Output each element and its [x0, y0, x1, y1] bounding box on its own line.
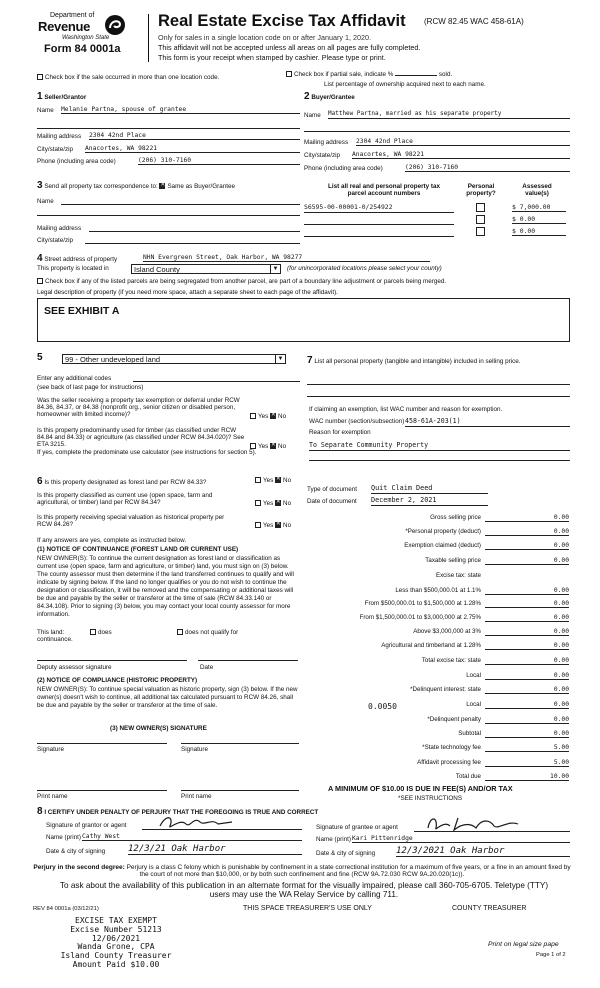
summary-value[interactable]: 0.00	[529, 716, 569, 724]
summary-label: Affidavit processing fee	[417, 759, 481, 766]
new-owner-print-row: Print name Print name	[37, 793, 300, 800]
summary-leader	[485, 664, 535, 665]
s6-p1: NEW OWNER(S): To continue the current designation as forest land or classification as current use (open space, farm and agriculture, or timber) land, you must sign on (3) below. The county assessor must then determine if the land transferred continues to qualify and will indicate by signing below. If the land no longer qualifies or you do not wish to continue the designation or classification, it will be removed and the compensating or additional taxes will be due and payable by the seller or transferor at the time of sale (RCW 84.33.140 or 84.34.108). Prior to signing (3) below, you may contact your local county assessor for more information.	[37, 555, 294, 619]
grantee-sig-row: Signature of grantee or agent	[316, 824, 570, 831]
county-select[interactable]: Island County ▼	[131, 264, 281, 274]
rcw-reference: (RCW 82.45 WAC 458-61A)	[424, 17, 524, 26]
summary-value[interactable]: 10.00	[529, 773, 569, 781]
alt-format-notice: To ask about the availability of this publication in an alternate format for the visually impaired, please call 360-705-6705. Teletype (TTY) users may use the WA Relay Service by calling 711.	[59, 881, 549, 899]
perjury-notice: Perjury in the second degree: Perjury is a class C felony which is punishable by confinement in a state correctional institution for a maximum of five years, or a fine in an amount fixed by the court of not more than $10,000, or by both such confinement and fine (RCW 9A.72.030 RCW 9A.20.020(1c)).	[33, 864, 571, 879]
summary-label: Total excise tax: state	[421, 657, 481, 664]
s6-q2: Is this property classified as current use (open space, farm and agricultural, or timber) land per RCW 84.34? Yes ✕ No	[37, 492, 300, 506]
summary-leader	[485, 607, 535, 608]
dept-line3: Washington State	[62, 35, 110, 41]
summary-leader	[485, 737, 535, 738]
boundary-check[interactable]: Check box if any of the listed parcels are being segregated from another parcel, are part of a boundary line adjustment or parcels being merged.	[37, 278, 446, 285]
exemption-reason[interactable]: To Separate Community Property	[309, 442, 570, 451]
land-use-select[interactable]: 99 - Other undeveloped land ▼	[62, 354, 286, 364]
deputy-date-label: Date	[200, 664, 214, 671]
yes-checkbox[interactable]	[250, 443, 256, 449]
summary-row	[307, 657, 569, 666]
dept-line1: Department of	[50, 12, 95, 19]
summary-value[interactable]: 5.00	[529, 744, 569, 752]
grantor-date-row: Date & city of signing 12/3/21 Oak Harbor	[46, 848, 302, 855]
dor-logo	[38, 12, 138, 62]
summary-row	[307, 642, 569, 651]
summary-leader	[485, 780, 535, 781]
summary-value[interactable]: 0.00	[529, 514, 569, 522]
doc-date[interactable]: December 2, 2021	[371, 497, 488, 506]
summary-row	[307, 542, 569, 551]
seller-phone[interactable]: (206) 310-7160	[138, 157, 300, 165]
summary-leader	[485, 594, 535, 595]
yes-checkbox[interactable]	[255, 500, 261, 506]
section3-city-row: City/state/zip	[37, 237, 300, 244]
new-owner-sig-row: Signature Signature	[37, 746, 300, 753]
rev-number: REV 84 0001a (03/12/21)	[33, 906, 99, 912]
does-not-checkbox[interactable]	[177, 629, 183, 635]
summary-label: Local	[466, 672, 481, 679]
summary-leader	[485, 621, 535, 622]
treasurer-use-only: THIS SPACE TREASURER'S USE ONLY	[243, 905, 372, 912]
seller-name-row: Name Melanie Partna, spouse of grantee	[37, 107, 300, 114]
partial-sale-check[interactable]: Check box if partial sale, indicate % sold.	[286, 71, 452, 78]
doc-type-row: Type of document Quit Claim Deed	[307, 486, 488, 493]
no-checkbox[interactable]	[275, 500, 281, 506]
multi-location-check[interactable]: Check box if the sale occurred in more than one location code.	[37, 74, 219, 81]
no-checkbox[interactable]	[270, 443, 276, 449]
personal-property-checkbox[interactable]	[476, 227, 485, 236]
s6-answer-note: If any answers are yes, complete as instructed below.	[37, 537, 187, 544]
grantee-date[interactable]: 12/3/2021 Oak Harbor	[396, 846, 570, 857]
buyer-city-row: City/state/zip Anacortes, WA 98221	[304, 152, 570, 159]
form-number: Form 84 0001a	[44, 43, 121, 55]
header-sub2: This affidavit will not be accepted unless all areas on all pages are fully completed.	[158, 43, 421, 52]
codes-sub: (see back of last page for instructions)	[37, 384, 144, 391]
summary-value[interactable]: 0.00	[529, 628, 569, 636]
summary-row	[307, 686, 569, 695]
reason-label: Reason for exemption	[309, 429, 371, 436]
seller-phone-row: Phone (including area code) (206) 310-7160	[37, 158, 300, 165]
wac-row: WAC number (section/subsection) 458-61A-203(1)	[309, 418, 570, 425]
summary-leader	[485, 723, 535, 724]
summary-value[interactable]: 0.00	[529, 730, 569, 738]
buyer-name[interactable]: Matthew Partna, married as his separate property	[328, 111, 570, 119]
summary-value[interactable]: 0.00	[529, 614, 569, 622]
summary-label: From $1,500,000.01 to $3,000,000 at 2.75%	[359, 614, 481, 621]
no-checkbox[interactable]	[275, 477, 281, 483]
yes-checkbox[interactable]	[250, 413, 256, 419]
assessed-value[interactable]: $ 0.00	[512, 228, 566, 236]
buyer-city[interactable]: Anacortes, WA 98221	[352, 151, 570, 159]
see-instructions: *SEE INSTRUCTIONS	[398, 795, 463, 802]
section3-name-row: Name	[37, 198, 300, 205]
county-row: This property is located in Island County ▼ (for unincorporated locations please select your county)	[37, 265, 442, 274]
buyer-phone[interactable]: (206) 310-7160	[405, 164, 570, 172]
parcel-row	[304, 216, 570, 227]
codes-row: Enter any additional codes	[37, 375, 300, 382]
s6-h1: (1) NOTICE OF CONTINUANCE (FOREST LAND OR CURRENT USE)	[37, 546, 239, 553]
section5-number: 5	[37, 352, 43, 363]
doc-date-row: Date of document December 2, 2021	[307, 498, 488, 505]
grantor-name-row: Name (print) Cathy West	[46, 834, 302, 841]
summary-row	[307, 759, 569, 768]
s6-q1: 6 Is this property designated as forest land per RCW 84.33? Yes ✕ No	[37, 476, 300, 488]
summary-label: Less than $500,000.01 at 1.1%	[395, 587, 481, 594]
summary-label: Excise tax: state	[435, 572, 481, 579]
assessed-heading: Assessed value(s)	[522, 183, 552, 198]
summary-leader	[485, 564, 535, 565]
no-checkbox[interactable]	[275, 522, 281, 528]
grantor-signature-icon	[156, 814, 236, 832]
summary-value[interactable]: 0.00	[529, 542, 569, 550]
seller-city-row: City/state/zip Anacortes, WA 98221	[37, 146, 300, 153]
assessed-value[interactable]: $ 0.00	[512, 216, 566, 224]
doc-type[interactable]: Quit Claim Deed	[371, 485, 488, 494]
this-land-row: This land: does does not qualify for continuance.	[37, 629, 239, 644]
parcel-row	[304, 204, 570, 215]
chevron-down-icon[interactable]: ▼	[275, 355, 285, 364]
s5-q1: Was the seller receiving a property tax exemption or deferral under RCW 84.36, 84.37, or 84.38 (nonprofit org., senior citizen or disabled person, homeowner with limited income)? Yes ✕ No	[37, 397, 300, 419]
legal-label: Legal description of property (if you need more space, attach a separate sheet to each page of the affidavit).	[37, 289, 338, 296]
summary-row	[307, 572, 569, 581]
summary-row	[307, 744, 569, 753]
summary-row	[307, 672, 569, 681]
summary-value[interactable]: 0.00	[529, 642, 569, 650]
grantor-name[interactable]: Cathy West	[82, 833, 302, 841]
summary-label: Local	[466, 701, 481, 708]
summary-row	[307, 600, 569, 609]
summary-leader	[485, 549, 535, 550]
summary-value[interactable]: 0.00	[529, 686, 569, 694]
seller-heading: 1 Seller/Grantor	[37, 91, 87, 102]
grantor-sig-row: Signature of grantor or agent	[46, 822, 302, 829]
minimum-note: A MINIMUM OF $10.00 IS DUE IN FEE(S) AND/OR TAX	[328, 784, 513, 793]
summary-label: *Personal property (deduct)	[405, 528, 481, 535]
summary-row	[307, 528, 569, 537]
buyer-mailing-row: Mailing address 2304 42nd Place	[304, 139, 570, 146]
parcels-heading: List all real and personal property tax parcel account numbers	[328, 183, 440, 198]
parcel-number[interactable]	[304, 216, 454, 225]
summary-leader	[485, 693, 535, 694]
summary-leader	[485, 679, 535, 680]
s6-q3: Is this property receiving special valuation as historical property per RCW 84.26? Yes ✕ No	[37, 514, 300, 528]
seller-mailing[interactable]: 2304 42nd Place	[89, 132, 300, 140]
summary-value[interactable]: 0.00	[529, 701, 569, 709]
summary-label: Total due	[455, 773, 481, 780]
form-title: Real Estate Excise Tax Affidavit	[158, 12, 406, 30]
summary-leader	[485, 535, 535, 536]
s6-h3: (3) NEW OWNER(S) SIGNATURE	[110, 725, 207, 732]
grantee-date-row: Date & city of signing 12/3/2021 Oak Harbor	[316, 850, 570, 857]
personal-property-checkbox[interactable]	[476, 215, 485, 224]
buyer-name-row: Name Matthew Partna, married as his separate property	[304, 112, 570, 119]
summary-label: Above $3,000,000 at 3%	[413, 628, 481, 635]
summary-value[interactable]: 0.00	[529, 600, 569, 608]
s5-q2: Is this property predominantly used for timber (as classified under RCW 84.84 and 84.33) or agriculture (as classified under RCW 84.34.020)? See ETA 3215. Yes ✕ No If yes, complete the predominate use calculator (see instructions for section 5).	[37, 427, 300, 456]
summary-row	[307, 614, 569, 623]
summary-leader	[485, 766, 535, 767]
summary-label: *State technology fee	[422, 744, 481, 751]
personal-property-checkbox[interactable]	[476, 203, 485, 212]
section7-text: 7 List all personal property (tangible and intangible) included in selling price.	[307, 355, 521, 366]
property-street[interactable]: NHN Evergreen Street, Oak Harbor, WA 98277	[143, 254, 430, 262]
section3-row: 3 Send all property tax correspondence to: ✕ Same as Buyer/Grantee	[37, 180, 235, 192]
seller-mailing-row: Mailing address 2304 42nd Place	[37, 133, 300, 140]
assessed-value[interactable]: $ 7,000.00	[512, 204, 566, 212]
header-sub1: Only for sales in a single location code on or after January 1, 2020.	[158, 33, 371, 42]
header-sub3: This form is your receipt when stamped by cashier. Please type or print.	[158, 53, 386, 62]
wac-number[interactable]: 458-61A-203(1)	[405, 418, 570, 427]
legal-description-box[interactable]	[37, 298, 570, 342]
summary-label: Agricultural and timberland at 1.28%	[381, 642, 481, 649]
does-checkbox[interactable]	[90, 629, 96, 635]
legal-description: SEE EXHIBIT A	[44, 305, 120, 317]
summary-row	[307, 773, 569, 782]
summary-label: Gross selling price	[430, 514, 481, 521]
same-as-buyer-checkbox[interactable]	[159, 183, 165, 189]
summary-row	[307, 514, 569, 523]
checkbox-icon[interactable]	[286, 71, 292, 77]
summary-row	[307, 587, 569, 596]
summary-row	[307, 628, 569, 637]
summary-label: Exemption claimed (deduct)	[404, 542, 481, 549]
summary-value[interactable]: 0.00	[529, 528, 569, 536]
checkbox-icon[interactable]	[37, 278, 43, 284]
summary-value[interactable]: 0.00	[529, 557, 569, 565]
s6-p2: NEW OWNER(S): To continue special valuation as historic property, sign (3) below. If the new owner(s) doesn't wish to continue, all additional tax calculated pursuant to RCW 84.26, shall be due and payable by the seller or transferor at the time of sale.	[37, 686, 298, 710]
treasurer-stamp: EXCISE TAX EXEMPT Excise Number 51213 12/06/2021 Wanda Grone, CPA Island County Treasurer Amount Paid $10.00	[60, 916, 172, 969]
yes-checkbox[interactable]	[255, 477, 261, 483]
no-checkbox[interactable]	[270, 413, 276, 419]
dor-swirl-icon	[104, 14, 126, 36]
summary-row	[307, 730, 569, 739]
summary-leader	[485, 521, 535, 522]
buyer-phone-row: Phone (including area code) (206) 310-7160	[304, 165, 570, 172]
parcel-number[interactable]	[304, 228, 454, 237]
street-row: 4 Street address of property NHN Evergreen Street, Oak Harbor, WA 98277	[37, 253, 570, 265]
county-treasurer: COUNTY TREASURER	[452, 905, 527, 912]
summary-label: Taxable selling price	[425, 557, 481, 564]
summary-leader	[485, 708, 535, 709]
seller-city[interactable]: Anacortes, WA 98221	[85, 145, 300, 153]
summary-value[interactable]: 0.00	[529, 672, 569, 680]
personal-heading: Personal property?	[466, 183, 496, 198]
exemption-claim: If claiming an exemption, list WAC number and reason for exemption.	[309, 406, 503, 413]
page-number: Page 1 of 2	[536, 952, 566, 958]
summary-label: From $500,000.01 to $1,500,000 at 1.28%	[364, 600, 481, 607]
summary-value[interactable]: 0.00	[529, 587, 569, 595]
partial-sale-sub: List percentage of ownership acquired next to each name.	[324, 81, 486, 88]
section8-heading: 8 I CERTIFY UNDER PENALTY OF PERJURY THAT THE FOREGOING IS TRUE AND CORRECT	[37, 806, 319, 817]
seller-name[interactable]: Melanie Partna, spouse of grantee	[61, 106, 300, 114]
buyer-heading: 2 Buyer/Grantee	[304, 91, 355, 102]
summary-value[interactable]: 0.00	[529, 657, 569, 665]
grantee-name-row: Name (print) Kari Pittenridge	[316, 836, 570, 843]
summary-row	[307, 716, 569, 725]
grantee-signature-icon	[424, 814, 524, 834]
summary-label: *Delinquent interest: state	[410, 686, 481, 693]
parcel-number[interactable]: S6595-00-00001-0/254922	[304, 204, 454, 213]
grantor-date[interactable]: 12/3/21 Oak Harbor	[128, 844, 302, 855]
summary-leader	[485, 751, 535, 752]
s6-h2: (2) NOTICE OF COMPLIANCE (HISTORIC PROPERTY)	[37, 677, 198, 684]
summary-row	[307, 557, 569, 566]
dept-line2: Revenue	[38, 19, 91, 34]
local-rate: 0.0050	[368, 702, 397, 711]
grantee-name[interactable]: Kari Pittenridge	[352, 835, 570, 843]
summary-leader	[485, 635, 535, 636]
checkbox-icon[interactable]	[37, 74, 43, 80]
summary-row	[307, 701, 569, 710]
yes-checkbox[interactable]	[255, 522, 261, 528]
chevron-down-icon[interactable]: ▼	[270, 265, 280, 274]
summary-label: *Delinquent penalty	[427, 716, 481, 723]
buyer-mailing[interactable]: 2304 42nd Place	[356, 138, 570, 146]
summary-label: Subtotal	[458, 730, 481, 737]
header-divider	[148, 14, 149, 62]
legal-size-note: Print on legal size pape	[488, 941, 559, 948]
deputy-label: Deputy assessor signature	[37, 664, 112, 671]
parcel-row	[304, 228, 570, 239]
summary-leader	[485, 649, 535, 650]
summary-value[interactable]: 5.00	[529, 759, 569, 767]
section3-mailing-row: Mailing address	[37, 225, 300, 232]
